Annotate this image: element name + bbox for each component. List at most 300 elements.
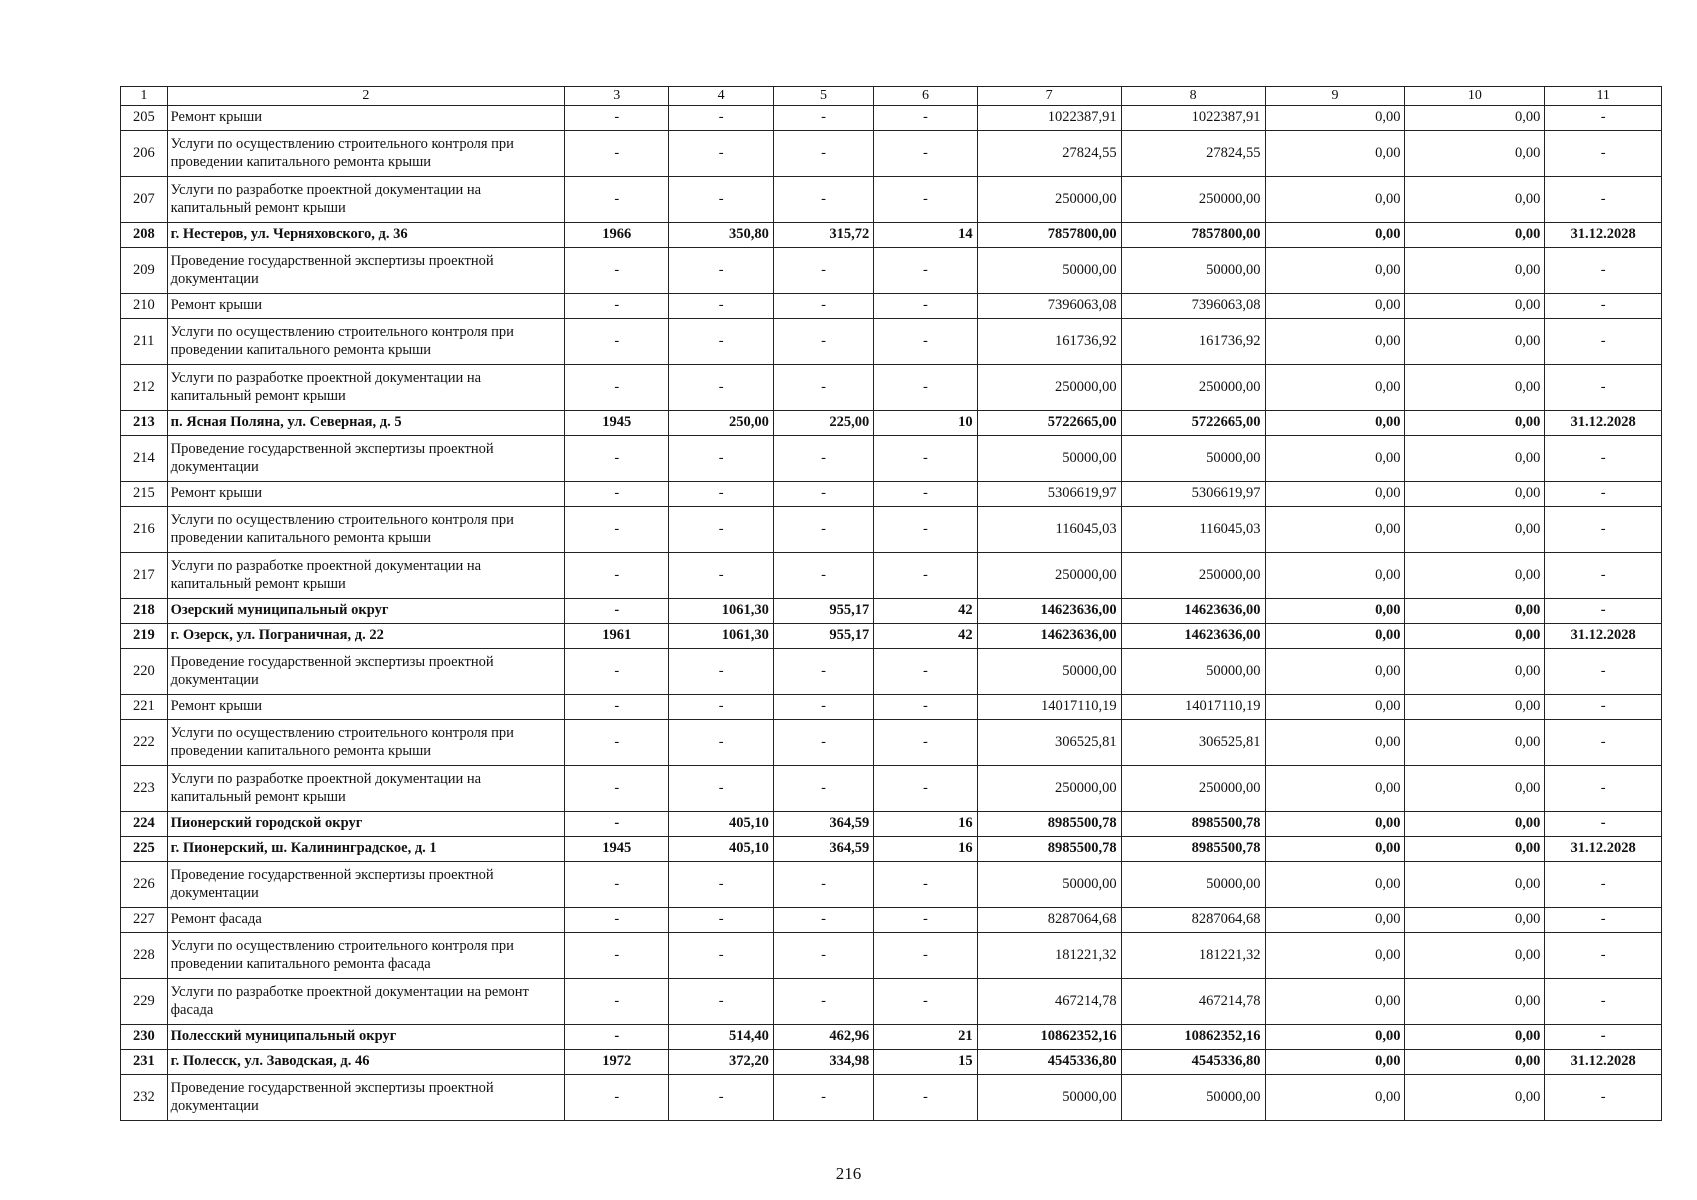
col-header: 5 <box>773 87 873 106</box>
cell-c4: - <box>669 979 773 1025</box>
cell-c6: 10 <box>874 411 977 436</box>
cell-c9: 0,00 <box>1265 812 1405 837</box>
table-row <box>121 933 1662 979</box>
cell-name: Пионерский городской округ <box>167 812 564 837</box>
cell-c11: 31.12.2028 <box>1545 837 1662 862</box>
table-row <box>121 553 1662 599</box>
cell-c3: - <box>565 553 669 599</box>
cell-name: Услуги по разработке проектной документации на капитальный ремонт крыши <box>167 553 564 599</box>
cell-c7: 8985500,78 <box>977 837 1121 862</box>
cell-c7: 14017110,19 <box>977 695 1121 720</box>
cell-c3: - <box>565 319 669 365</box>
cell-c7: 8287064,68 <box>977 908 1121 933</box>
cell-n: 226 <box>121 862 168 908</box>
cell-c3: - <box>565 1075 669 1121</box>
cell-name: Проведение государственной экспертизы проектной документации <box>167 436 564 482</box>
table-row <box>121 695 1662 720</box>
cell-c9: 0,00 <box>1265 553 1405 599</box>
cell-c7: 250000,00 <box>977 553 1121 599</box>
cell-n: 227 <box>121 908 168 933</box>
cell-c6: - <box>874 365 977 411</box>
cell-n: 217 <box>121 553 168 599</box>
table-row <box>121 862 1662 908</box>
cell-name: г. Пионерский, ш. Калининградское, д. 1 <box>167 837 564 862</box>
cell-c4: - <box>669 862 773 908</box>
col-header: 7 <box>977 87 1121 106</box>
cell-c7: 14623636,00 <box>977 599 1121 624</box>
cell-n: 214 <box>121 436 168 482</box>
cell-c9: 0,00 <box>1265 507 1405 553</box>
cell-c5: - <box>773 106 873 131</box>
cell-c5: - <box>773 365 873 411</box>
cell-c7: 250000,00 <box>977 177 1121 223</box>
cell-c9: 0,00 <box>1265 248 1405 294</box>
table-row <box>121 1050 1662 1075</box>
cell-n: 223 <box>121 766 168 812</box>
cell-c6: - <box>874 1075 977 1121</box>
cell-c9: 0,00 <box>1265 131 1405 177</box>
cell-c8: 7857800,00 <box>1121 223 1265 248</box>
cell-c5: 225,00 <box>773 411 873 436</box>
cell-name: г. Нестеров, ул. Черняховского, д. 36 <box>167 223 564 248</box>
cell-n: 220 <box>121 649 168 695</box>
cell-c11: - <box>1545 979 1662 1025</box>
cell-c5: - <box>773 766 873 812</box>
cell-name: Услуги по разработке проектной документации на ремонт фасада <box>167 979 564 1025</box>
cell-c3: 1966 <box>565 223 669 248</box>
cell-c6: - <box>874 933 977 979</box>
cell-c10: 0,00 <box>1405 1075 1545 1121</box>
cell-c4: 350,80 <box>669 223 773 248</box>
cell-c10: 0,00 <box>1405 720 1545 766</box>
cell-c3: 1972 <box>565 1050 669 1075</box>
cell-c7: 50000,00 <box>977 436 1121 482</box>
cell-c6: 42 <box>874 599 977 624</box>
cell-c5: 955,17 <box>773 624 873 649</box>
cell-n: 222 <box>121 720 168 766</box>
cell-c9: 0,00 <box>1265 106 1405 131</box>
cell-c9: 0,00 <box>1265 1075 1405 1121</box>
cell-c3: - <box>565 177 669 223</box>
cell-c11: 31.12.2028 <box>1545 624 1662 649</box>
cell-name: Услуги по разработке проектной документации на капитальный ремонт крыши <box>167 365 564 411</box>
cell-c9: 0,00 <box>1265 862 1405 908</box>
cell-c10: 0,00 <box>1405 553 1545 599</box>
cell-c9: 0,00 <box>1265 223 1405 248</box>
cell-c7: 5722665,00 <box>977 411 1121 436</box>
col-header: 4 <box>669 87 773 106</box>
col-header: 10 <box>1405 87 1545 106</box>
cell-c11: - <box>1545 908 1662 933</box>
cell-c4: 405,10 <box>669 837 773 862</box>
cell-c4: - <box>669 248 773 294</box>
cell-c4: - <box>669 649 773 695</box>
cell-c7: 7396063,08 <box>977 294 1121 319</box>
cell-c5: 315,72 <box>773 223 873 248</box>
cell-c9: 0,00 <box>1265 482 1405 507</box>
cell-c7: 5306619,97 <box>977 482 1121 507</box>
cell-c10: 0,00 <box>1405 411 1545 436</box>
cell-n: 232 <box>121 1075 168 1121</box>
cell-c10: 0,00 <box>1405 862 1545 908</box>
cell-c7: 7857800,00 <box>977 223 1121 248</box>
cell-name: г. Полесск, ул. Заводская, д. 46 <box>167 1050 564 1075</box>
cell-c11: - <box>1545 1075 1662 1121</box>
cell-c6: - <box>874 436 977 482</box>
table-row <box>121 131 1662 177</box>
cell-c6: - <box>874 177 977 223</box>
cell-c5: - <box>773 294 873 319</box>
cell-c7: 181221,32 <box>977 933 1121 979</box>
cell-n: 229 <box>121 979 168 1025</box>
cell-c4: 372,20 <box>669 1050 773 1075</box>
cell-c9: 0,00 <box>1265 319 1405 365</box>
cell-n: 207 <box>121 177 168 223</box>
cell-c10: 0,00 <box>1405 624 1545 649</box>
cell-c5: - <box>773 933 873 979</box>
cell-c10: 0,00 <box>1405 436 1545 482</box>
cell-c10: 0,00 <box>1405 649 1545 695</box>
table-row <box>121 908 1662 933</box>
cell-c8: 5722665,00 <box>1121 411 1265 436</box>
cell-name: п. Ясная Поляна, ул. Северная, д. 5 <box>167 411 564 436</box>
col-header: 6 <box>874 87 977 106</box>
cell-c10: 0,00 <box>1405 812 1545 837</box>
cell-name: Ремонт крыши <box>167 106 564 131</box>
cell-n: 212 <box>121 365 168 411</box>
cell-c10: 0,00 <box>1405 979 1545 1025</box>
cell-c5: 462,96 <box>773 1025 873 1050</box>
cell-c5: 364,59 <box>773 812 873 837</box>
table-row <box>121 766 1662 812</box>
cell-c10: 0,00 <box>1405 365 1545 411</box>
cell-n: 230 <box>121 1025 168 1050</box>
cell-c5: - <box>773 979 873 1025</box>
table-row <box>121 436 1662 482</box>
cell-n: 213 <box>121 411 168 436</box>
cell-c10: 0,00 <box>1405 933 1545 979</box>
cell-c11: - <box>1545 720 1662 766</box>
cell-c8: 250000,00 <box>1121 766 1265 812</box>
cell-c4: - <box>669 319 773 365</box>
cell-c4: - <box>669 436 773 482</box>
cell-c5: - <box>773 1075 873 1121</box>
table-row <box>121 1025 1662 1050</box>
table-row <box>121 319 1662 365</box>
cell-c11: - <box>1545 649 1662 695</box>
cell-c8: 116045,03 <box>1121 507 1265 553</box>
cell-c11: - <box>1545 365 1662 411</box>
page-number: 216 <box>835 1164 862 1183</box>
cell-c7: 116045,03 <box>977 507 1121 553</box>
cell-name: Услуги по осуществлению строительного контроля при проведении капитального ремонта крыши <box>167 507 564 553</box>
cell-name: Ремонт фасада <box>167 908 564 933</box>
cell-c11: - <box>1545 1025 1662 1050</box>
cell-c7: 4545336,80 <box>977 1050 1121 1075</box>
cell-c9: 0,00 <box>1265 695 1405 720</box>
cell-c4: - <box>669 695 773 720</box>
cell-n: 209 <box>121 248 168 294</box>
cell-c6: - <box>874 507 977 553</box>
cell-c8: 14017110,19 <box>1121 695 1265 720</box>
cell-c8: 1022387,91 <box>1121 106 1265 131</box>
cell-name: Услуги по осуществлению строительного контроля при проведении капитального ремонта крыши <box>167 319 564 365</box>
cell-c8: 8287064,68 <box>1121 908 1265 933</box>
cell-c3: - <box>565 507 669 553</box>
cell-c8: 14623636,00 <box>1121 624 1265 649</box>
cell-name: Озерский муниципальный округ <box>167 599 564 624</box>
cell-c10: 0,00 <box>1405 766 1545 812</box>
cell-c5: - <box>773 908 873 933</box>
cell-c6: 15 <box>874 1050 977 1075</box>
cell-c5: 364,59 <box>773 837 873 862</box>
cell-c3: 1945 <box>565 837 669 862</box>
cell-c11: - <box>1545 599 1662 624</box>
cell-name: г. Озерск, ул. Пограничная, д. 22 <box>167 624 564 649</box>
cell-c7: 14623636,00 <box>977 624 1121 649</box>
cell-n: 215 <box>121 482 168 507</box>
col-header: 3 <box>565 87 669 106</box>
cell-n: 205 <box>121 106 168 131</box>
cell-c4: - <box>669 294 773 319</box>
col-header: 8 <box>1121 87 1265 106</box>
cell-c7: 50000,00 <box>977 248 1121 294</box>
cell-c7: 50000,00 <box>977 1075 1121 1121</box>
cell-c8: 14623636,00 <box>1121 599 1265 624</box>
cell-c6: 14 <box>874 223 977 248</box>
cell-c9: 0,00 <box>1265 177 1405 223</box>
cell-n: 231 <box>121 1050 168 1075</box>
cell-c4: - <box>669 482 773 507</box>
cell-c3: - <box>565 365 669 411</box>
cell-c11: 31.12.2028 <box>1545 411 1662 436</box>
cell-c8: 467214,78 <box>1121 979 1265 1025</box>
cell-c6: - <box>874 979 977 1025</box>
cell-c6: - <box>874 294 977 319</box>
cell-c9: 0,00 <box>1265 599 1405 624</box>
cell-c8: 50000,00 <box>1121 649 1265 695</box>
table-row <box>121 979 1662 1025</box>
cell-c7: 50000,00 <box>977 649 1121 695</box>
cell-c8: 7396063,08 <box>1121 294 1265 319</box>
cell-c6: - <box>874 319 977 365</box>
cell-c7: 8985500,78 <box>977 812 1121 837</box>
cell-c11: - <box>1545 507 1662 553</box>
cell-n: 221 <box>121 695 168 720</box>
cell-c6: 21 <box>874 1025 977 1050</box>
cell-c8: 27824,55 <box>1121 131 1265 177</box>
cell-c6: - <box>874 695 977 720</box>
cell-c10: 0,00 <box>1405 1025 1545 1050</box>
table-row <box>121 720 1662 766</box>
cell-name: Услуги по осуществлению строительного контроля при проведении капитального ремонта крыши <box>167 720 564 766</box>
cell-c5: - <box>773 507 873 553</box>
cell-name: Услуги по разработке проектной документации на капитальный ремонт крыши <box>167 766 564 812</box>
cell-c8: 50000,00 <box>1121 862 1265 908</box>
col-header: 9 <box>1265 87 1405 106</box>
cell-c3: - <box>565 106 669 131</box>
cell-c9: 0,00 <box>1265 720 1405 766</box>
cell-c11: - <box>1545 812 1662 837</box>
cell-c10: 0,00 <box>1405 248 1545 294</box>
cell-c8: 8985500,78 <box>1121 812 1265 837</box>
cell-c6: - <box>874 482 977 507</box>
cell-c4: 1061,30 <box>669 624 773 649</box>
cell-c5: - <box>773 319 873 365</box>
cell-c5: - <box>773 553 873 599</box>
cell-c7: 50000,00 <box>977 862 1121 908</box>
cell-c10: 0,00 <box>1405 106 1545 131</box>
cell-c8: 8985500,78 <box>1121 837 1265 862</box>
cell-c3: - <box>565 979 669 1025</box>
table-row <box>121 649 1662 695</box>
cell-c4: 1061,30 <box>669 599 773 624</box>
cell-c7: 250000,00 <box>977 766 1121 812</box>
cell-c11: - <box>1545 131 1662 177</box>
capital-repair-table <box>120 86 1662 1121</box>
cell-c8: 50000,00 <box>1121 1075 1265 1121</box>
cell-name: Проведение государственной экспертизы проектной документации <box>167 862 564 908</box>
cell-c10: 0,00 <box>1405 507 1545 553</box>
cell-c6: - <box>874 720 977 766</box>
table-row <box>121 365 1662 411</box>
cell-c4: 514,40 <box>669 1025 773 1050</box>
cell-name: Ремонт крыши <box>167 482 564 507</box>
cell-c5: - <box>773 248 873 294</box>
cell-c8: 306525,81 <box>1121 720 1265 766</box>
cell-c7: 467214,78 <box>977 979 1121 1025</box>
cell-c3: - <box>565 248 669 294</box>
cell-c8: 50000,00 <box>1121 436 1265 482</box>
cell-c6: - <box>874 131 977 177</box>
cell-c3: - <box>565 482 669 507</box>
cell-c11: - <box>1545 177 1662 223</box>
cell-c9: 0,00 <box>1265 1025 1405 1050</box>
cell-name: Услуги по осуществлению строительного контроля при проведении капитального ремонта крыши <box>167 131 564 177</box>
cell-c9: 0,00 <box>1265 436 1405 482</box>
cell-c11: 31.12.2028 <box>1545 223 1662 248</box>
cell-c10: 0,00 <box>1405 319 1545 365</box>
cell-c9: 0,00 <box>1265 294 1405 319</box>
cell-c4: - <box>669 553 773 599</box>
table-row <box>121 837 1662 862</box>
cell-c7: 1022387,91 <box>977 106 1121 131</box>
cell-c4: 405,10 <box>669 812 773 837</box>
cell-c10: 0,00 <box>1405 223 1545 248</box>
cell-c6: - <box>874 908 977 933</box>
cell-c6: - <box>874 862 977 908</box>
cell-c10: 0,00 <box>1405 294 1545 319</box>
cell-c4: - <box>669 908 773 933</box>
cell-c5: - <box>773 649 873 695</box>
cell-n: 208 <box>121 223 168 248</box>
cell-c9: 0,00 <box>1265 979 1405 1025</box>
cell-c7: 10862352,16 <box>977 1025 1121 1050</box>
cell-c9: 0,00 <box>1265 365 1405 411</box>
cell-c9: 0,00 <box>1265 908 1405 933</box>
cell-c6: 16 <box>874 837 977 862</box>
cell-c4: - <box>669 933 773 979</box>
cell-n: 211 <box>121 319 168 365</box>
cell-c10: 0,00 <box>1405 1050 1545 1075</box>
cell-c3: - <box>565 812 669 837</box>
cell-c9: 0,00 <box>1265 649 1405 695</box>
cell-c11: - <box>1545 248 1662 294</box>
cell-c4: - <box>669 177 773 223</box>
cell-c10: 0,00 <box>1405 599 1545 624</box>
cell-c11: - <box>1545 933 1662 979</box>
cell-c10: 0,00 <box>1405 177 1545 223</box>
cell-c9: 0,00 <box>1265 1050 1405 1075</box>
column-number-header-row <box>121 87 1662 106</box>
col-header: 1 <box>121 87 168 106</box>
cell-c5: - <box>773 695 873 720</box>
cell-c9: 0,00 <box>1265 624 1405 649</box>
cell-c3: - <box>565 131 669 177</box>
cell-name: Услуги по разработке проектной документации на капитальный ремонт крыши <box>167 177 564 223</box>
cell-c6: 16 <box>874 812 977 837</box>
cell-c8: 4545336,80 <box>1121 1050 1265 1075</box>
cell-c3: - <box>565 766 669 812</box>
cell-c3: - <box>565 1025 669 1050</box>
cell-c7: 250000,00 <box>977 365 1121 411</box>
cell-n: 219 <box>121 624 168 649</box>
cell-c3: - <box>565 599 669 624</box>
cell-c3: 1961 <box>565 624 669 649</box>
cell-c11: - <box>1545 482 1662 507</box>
col-header: 2 <box>167 87 564 106</box>
cell-c6: - <box>874 649 977 695</box>
cell-c7: 306525,81 <box>977 720 1121 766</box>
table-row <box>121 223 1662 248</box>
cell-c6: 42 <box>874 624 977 649</box>
cell-c11: - <box>1545 553 1662 599</box>
cell-c8: 50000,00 <box>1121 248 1265 294</box>
cell-c6: - <box>874 553 977 599</box>
table-row <box>121 411 1662 436</box>
cell-c4: - <box>669 766 773 812</box>
cell-c8: 250000,00 <box>1121 553 1265 599</box>
table-row <box>121 624 1662 649</box>
cell-c4: 250,00 <box>669 411 773 436</box>
cell-c10: 0,00 <box>1405 695 1545 720</box>
cell-c5: - <box>773 177 873 223</box>
cell-n: 225 <box>121 837 168 862</box>
cell-c9: 0,00 <box>1265 411 1405 436</box>
cell-c3: - <box>565 862 669 908</box>
cell-c6: - <box>874 766 977 812</box>
cell-name: Проведение государственной экспертизы проектной документации <box>167 1075 564 1121</box>
cell-c11: - <box>1545 106 1662 131</box>
cell-c5: - <box>773 720 873 766</box>
cell-c3: - <box>565 908 669 933</box>
cell-name: Услуги по осуществлению строительного контроля при проведении капитального ремонта фасада <box>167 933 564 979</box>
cell-c10: 0,00 <box>1405 482 1545 507</box>
table-body <box>121 106 1662 1121</box>
cell-c11: - <box>1545 766 1662 812</box>
table-row <box>121 248 1662 294</box>
table-row <box>121 177 1662 223</box>
cell-n: 228 <box>121 933 168 979</box>
cell-c10: 0,00 <box>1405 131 1545 177</box>
cell-c9: 0,00 <box>1265 766 1405 812</box>
cell-c5: 334,98 <box>773 1050 873 1075</box>
cell-c3: - <box>565 649 669 695</box>
cell-n: 216 <box>121 507 168 553</box>
col-header: 11 <box>1545 87 1662 106</box>
cell-c11: - <box>1545 294 1662 319</box>
cell-name: Полесский муниципальный округ <box>167 1025 564 1050</box>
